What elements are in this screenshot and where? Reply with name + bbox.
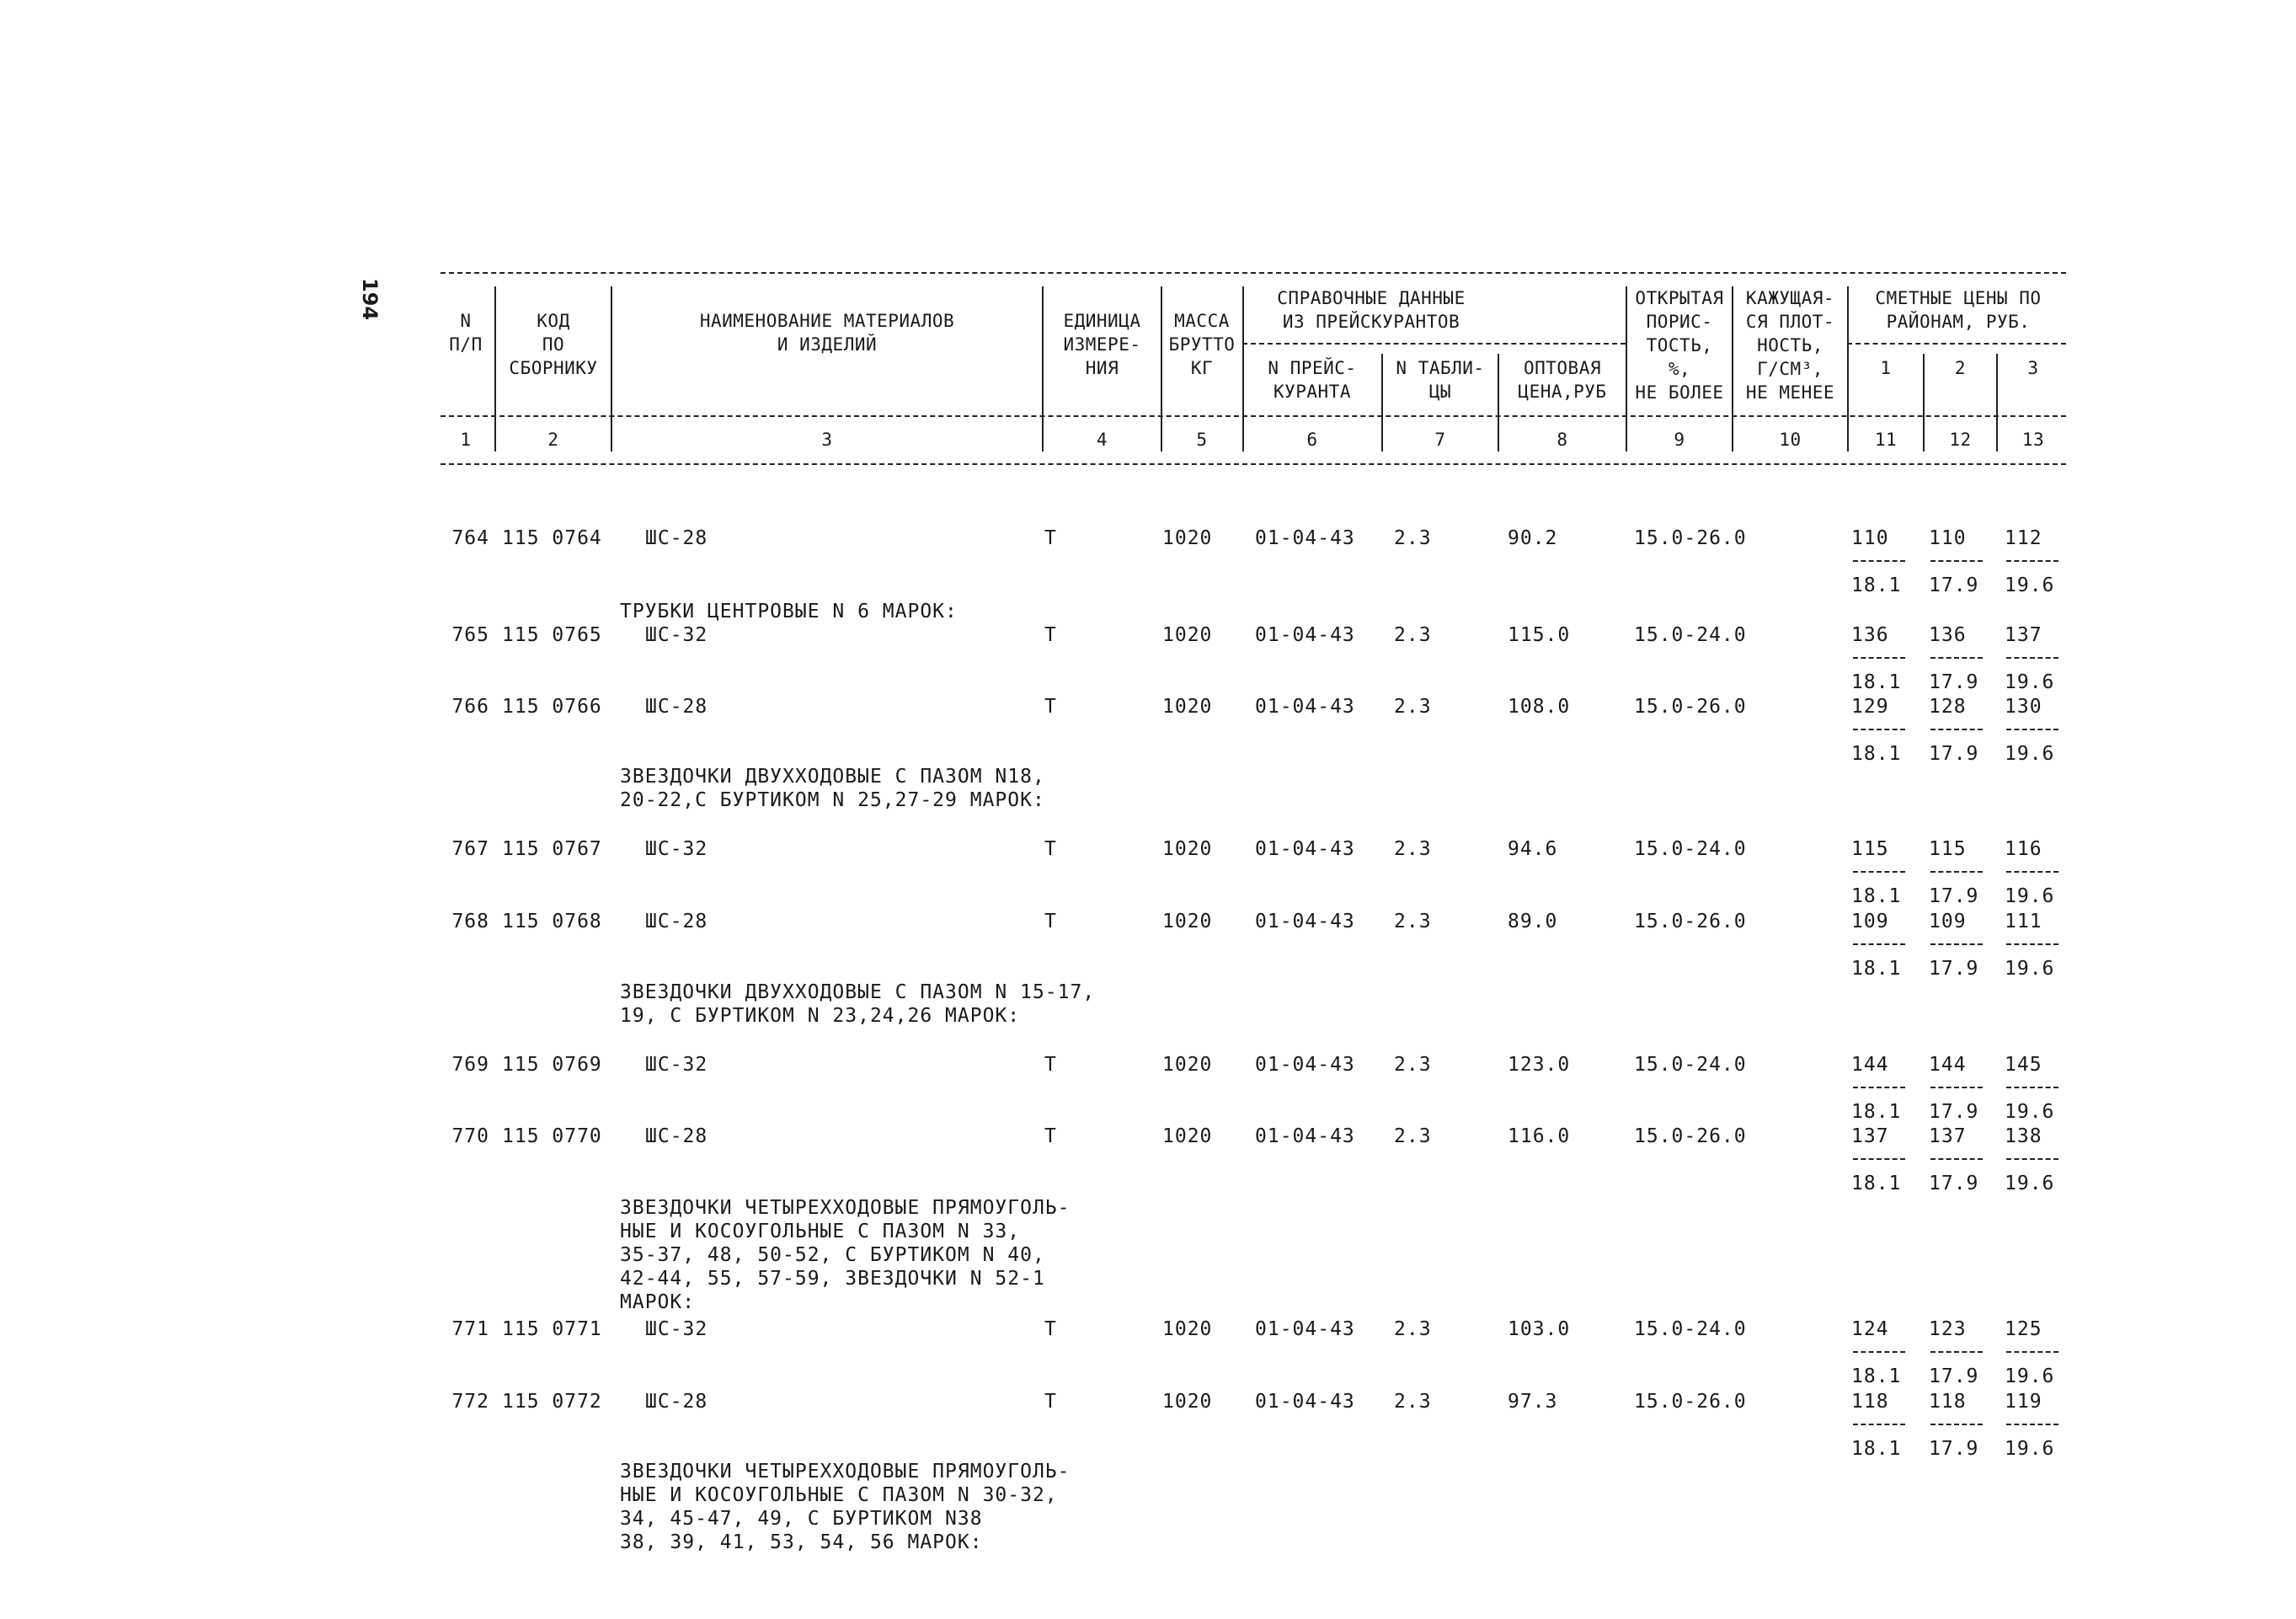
cell-wholesale-price: 108.0 [1508, 696, 1571, 718]
cell-pricelist: 01-04-43 [1255, 1054, 1355, 1076]
cell-table: 2.3 [1394, 911, 1432, 932]
cell-row-number: 766 [451, 696, 489, 718]
fraction-rule [1930, 1158, 1983, 1160]
cell-mass: 1020 [1162, 1318, 1213, 1340]
cell-region-density: 18.1 [1851, 1365, 1902, 1387]
fraction-rule [2006, 729, 2058, 730]
cell-unit: Т [1044, 1318, 1057, 1340]
group-description: ЗВЕЗДОЧКИ ЧЕТЫРЕХХОДОВЫЕ ПРЯМОУГОЛЬ- НЫЕ И КОСОУГОЛЬНЫЕ С ПАЗОМ N 30-32, 34, 45-47, 49, С БУРТИКОМ N38 38, 39, 41, 53, 54, 56 МАРОК: [620, 1461, 1071, 1553]
cell-region-price: 118 [1851, 1391, 1889, 1413]
cell-material-name: ШС-32 [645, 838, 708, 860]
cell-region-density: 18.1 [1851, 1173, 1902, 1194]
cell-material-name: ШС-28 [645, 527, 708, 549]
cell-region-price: 123 [1929, 1318, 1967, 1340]
cell-unit: Т [1044, 1391, 1057, 1413]
cell-region-density: 19.6 [2005, 743, 2055, 765]
col-separator [1381, 354, 1383, 452]
cell-region-price: 111 [2005, 911, 2042, 932]
group-description: ТРУБКИ ЦЕНТРОВЫЕ N 6 МАРОК: [620, 601, 958, 622]
header-col-mass: МАССА БРУТТО КГ [1168, 311, 1236, 378]
col-separator [1996, 354, 1998, 452]
fraction-rule [1930, 1424, 1983, 1425]
header-col-wholesale: ОПТОВАЯ ЦЕНА,РУБ [1518, 358, 1607, 402]
header-col-num: N П/П [449, 311, 483, 355]
header-col-pricelist: N ПРЕЙС- КУРАНТА [1268, 358, 1357, 402]
cell-porosity: 15.0-26.0 [1634, 1391, 1747, 1413]
cell-region-price: 118 [1929, 1391, 1967, 1413]
cell-region-density: 18.1 [1851, 671, 1902, 693]
cell-region-price: 115 [1851, 838, 1889, 860]
fraction-rule [1853, 871, 1905, 873]
cell-wholesale-price: 123.0 [1508, 1054, 1571, 1076]
cell-region-density: 17.9 [1929, 1365, 1979, 1387]
cell-code: 115 0764 [502, 527, 602, 549]
cell-region-density: 19.6 [2005, 1438, 2055, 1460]
group-description: ЗВЕЗДОЧКИ ДВУХХОДОВЫЕ С ПАЗОМ N 15-17, 19, С БУРТИКОМ N 23,24,26 МАРОК: [620, 981, 1096, 1027]
cell-row-number: 772 [451, 1391, 489, 1413]
cell-region-price: 119 [2005, 1391, 2042, 1413]
cell-pricelist: 01-04-43 [1255, 1318, 1355, 1340]
cell-region-density: 18.1 [1851, 574, 1902, 596]
fraction-rule [1930, 871, 1983, 873]
cell-region-price: 116 [2005, 838, 2042, 860]
cell-region-price: 136 [1929, 624, 1967, 646]
cell-region-price: 136 [1851, 624, 1889, 646]
fraction-rule [1853, 1424, 1905, 1425]
group-description: ЗВЕЗДОЧКИ ЧЕТЫРЕХХОДОВЫЕ ПРЯМОУГОЛЬ- НЫЕ И КОСОУГОЛЬНЫЕ С ПАЗОМ N 33, 35-37, 48, 50-52, С БУРТИКОМ N 40, 42-44, 55, 57-59, ЗВЕЗДОЧКИ N 52-1 МАРОК: [620, 1197, 1071, 1313]
cell-mass: 1020 [1162, 838, 1213, 860]
cell-code: 115 0765 [502, 624, 602, 646]
cell-mass: 1020 [1162, 1054, 1213, 1076]
fraction-rule [1930, 1351, 1983, 1353]
cell-region-density: 19.6 [2005, 1173, 2055, 1194]
fraction-rule [1930, 560, 1983, 562]
cell-code: 115 0767 [502, 838, 602, 860]
cell-pricelist: 01-04-43 [1255, 1391, 1355, 1413]
fraction-rule [1930, 1087, 1983, 1088]
cell-region-density: 17.9 [1929, 1438, 1979, 1460]
cell-material-name: ШС-28 [645, 696, 708, 718]
fraction-rule [2006, 1158, 2058, 1160]
col-number: 1 [460, 430, 472, 450]
cell-region-density: 18.1 [1851, 885, 1902, 907]
fraction-rule [1853, 943, 1905, 945]
cell-region-density: 17.9 [1929, 885, 1979, 907]
cell-region-price: 137 [1929, 1125, 1967, 1147]
cell-region-price: 115 [1929, 838, 1967, 860]
cell-unit: Т [1044, 696, 1057, 718]
col-number: 8 [1556, 430, 1568, 450]
fraction-rule [1853, 1351, 1905, 1353]
cell-pricelist: 01-04-43 [1255, 1125, 1355, 1147]
header-col-region-3: 3 [2027, 358, 2039, 378]
cell-pricelist: 01-04-43 [1255, 911, 1355, 932]
cell-row-number: 771 [451, 1318, 489, 1340]
cell-table: 2.3 [1394, 1125, 1432, 1147]
cell-unit: Т [1044, 624, 1057, 646]
header-sub-rule [1242, 343, 1626, 345]
cell-region-density: 17.9 [1929, 958, 1979, 980]
cell-region-density: 18.1 [1851, 1101, 1902, 1123]
cell-pricelist: 01-04-43 [1255, 696, 1355, 718]
cell-table: 2.3 [1394, 838, 1432, 860]
cell-region-price: 145 [2005, 1054, 2042, 1076]
cell-region-price: 130 [2005, 696, 2042, 718]
header-col-code: КОД ПО СБОРНИКУ [509, 311, 598, 378]
header-top-rule [441, 272, 2066, 274]
cell-region-price: 109 [1929, 911, 1967, 932]
col-separator [1042, 286, 1044, 452]
fraction-rule [1853, 657, 1905, 659]
header-col-region-1: 1 [1880, 358, 1892, 378]
fraction-rule [1853, 560, 1905, 562]
cell-region-density: 18.1 [1851, 958, 1902, 980]
cell-mass: 1020 [1162, 527, 1213, 549]
header-end-rule [441, 463, 2066, 465]
cell-row-number: 764 [451, 527, 489, 549]
cell-wholesale-price: 90.2 [1508, 527, 1558, 549]
col-separator [1242, 286, 1244, 452]
cell-code: 115 0769 [502, 1054, 602, 1076]
cell-porosity: 15.0-26.0 [1634, 911, 1747, 932]
cell-table: 2.3 [1394, 1318, 1432, 1340]
cell-code: 115 0772 [502, 1391, 602, 1413]
cell-mass: 1020 [1162, 1391, 1213, 1413]
cell-unit: Т [1044, 911, 1057, 932]
cell-mass: 1020 [1162, 696, 1213, 718]
col-separator [1732, 286, 1733, 452]
cell-region-price: 109 [1851, 911, 1889, 932]
cell-wholesale-price: 115.0 [1508, 624, 1571, 646]
cell-wholesale-price: 94.6 [1508, 838, 1558, 860]
cell-porosity: 15.0-24.0 [1634, 1054, 1747, 1076]
cell-material-name: ШС-32 [645, 1318, 708, 1340]
cell-table: 2.3 [1394, 1054, 1432, 1076]
fraction-rule [2006, 871, 2058, 873]
cell-region-price: 128 [1929, 696, 1967, 718]
cell-region-density: 19.6 [2005, 958, 2055, 980]
fraction-rule [2006, 657, 2058, 659]
cell-region-price: 137 [1851, 1125, 1889, 1147]
fraction-rule [2006, 1351, 2058, 1353]
col-separator [494, 286, 496, 452]
cell-material-name: ШС-32 [645, 1054, 708, 1076]
col-separator [1626, 286, 1627, 452]
cell-code: 115 0771 [502, 1318, 602, 1340]
fraction-rule [1853, 729, 1905, 730]
cell-wholesale-price: 116.0 [1508, 1125, 1571, 1147]
fraction-rule [1853, 1158, 1905, 1160]
header-col-region-2: 2 [1954, 358, 1967, 378]
cell-table: 2.3 [1394, 696, 1432, 718]
col-number: 10 [1779, 430, 1802, 450]
cell-material-name: ШС-28 [645, 911, 708, 932]
fraction-rule [1930, 657, 1983, 659]
col-number: 2 [547, 430, 559, 450]
fraction-rule [2006, 1424, 2058, 1425]
cell-porosity: 15.0-24.0 [1634, 1318, 1747, 1340]
cell-row-number: 769 [451, 1054, 489, 1076]
header-col-name: НАИМЕНОВАНИЕ МАТЕРИАЛОВ И ИЗДЕЛИЙ [699, 311, 955, 355]
cell-mass: 1020 [1162, 624, 1213, 646]
fraction-rule [2006, 560, 2058, 562]
col-number: 7 [1434, 430, 1446, 450]
cell-region-price: 125 [2005, 1318, 2042, 1340]
cell-porosity: 15.0-24.0 [1634, 624, 1747, 646]
cell-region-price: 138 [2005, 1125, 2042, 1147]
cell-region-density: 19.6 [2005, 671, 2055, 693]
cell-table: 2.3 [1394, 624, 1432, 646]
cell-region-price: 124 [1851, 1318, 1889, 1340]
cell-wholesale-price: 97.3 [1508, 1391, 1558, 1413]
cell-region-price: 137 [2005, 624, 2042, 646]
header-group-prices: СМЕТНЫЕ ЦЕНЫ ПО РАЙОНАМ, РУБ. [1875, 288, 2042, 332]
cell-region-density: 18.1 [1851, 743, 1902, 765]
col-separator [1923, 354, 1925, 452]
cell-porosity: 15.0-26.0 [1634, 696, 1747, 718]
cell-wholesale-price: 103.0 [1508, 1318, 1571, 1340]
cell-wholesale-price: 89.0 [1508, 911, 1558, 932]
cell-region-density: 19.6 [2005, 1101, 2055, 1123]
header-group-reference: СПРАВОЧНЫЕ ДАННЫЕ ИЗ ПРЕЙСКУРАНТОВ [1277, 288, 1466, 332]
cell-porosity: 15.0-24.0 [1634, 838, 1747, 860]
cell-code: 115 0770 [502, 1125, 602, 1147]
header-col-unit: ЕДИНИЦА ИЗМЕРЕ- НИЯ [1063, 311, 1141, 378]
fraction-rule [1853, 1087, 1905, 1088]
cell-region-density: 17.9 [1929, 1101, 1979, 1123]
cell-region-density: 17.9 [1929, 574, 1979, 596]
cell-porosity: 15.0-26.0 [1634, 1125, 1747, 1147]
cell-region-price: 144 [1851, 1054, 1889, 1076]
col-number: 3 [821, 430, 833, 450]
cell-material-name: ШС-32 [645, 624, 708, 646]
cell-pricelist: 01-04-43 [1255, 527, 1355, 549]
header-col-density: КАЖУЩАЯ- СЯ ПЛОТ- НОСТЬ, Г/СМ³, НЕ МЕНЕЕ [1745, 288, 1835, 403]
cell-unit: Т [1044, 1125, 1057, 1147]
cell-unit: Т [1044, 527, 1057, 549]
cell-table: 2.3 [1394, 1391, 1432, 1413]
cell-material-name: ШС-28 [645, 1125, 708, 1147]
fraction-rule [2006, 1087, 2058, 1088]
cell-pricelist: 01-04-43 [1255, 624, 1355, 646]
cell-mass: 1020 [1162, 911, 1213, 932]
cell-row-number: 770 [451, 1125, 489, 1147]
fraction-rule [1930, 729, 1983, 730]
fraction-rule [1930, 943, 1983, 945]
cell-region-price: 110 [1851, 527, 1889, 549]
cell-region-density: 17.9 [1929, 743, 1979, 765]
col-number: 11 [1874, 430, 1898, 450]
cell-region-price: 144 [1929, 1054, 1967, 1076]
col-separator [611, 286, 612, 452]
cell-region-density: 19.6 [2005, 1365, 2055, 1387]
cell-code: 115 0768 [502, 911, 602, 932]
cell-row-number: 768 [451, 911, 489, 932]
header-col-table: N ТАБЛИ- ЦЫ [1396, 358, 1485, 402]
col-number: 13 [2021, 430, 2045, 450]
col-separator [1498, 354, 1499, 452]
group-description: ЗВЕЗДОЧКИ ДВУХХОДОВЫЕ С ПАЗОМ N18, 20-22,С БУРТИКОМ N 25,27-29 МАРОК: [620, 766, 1045, 811]
page-number: 194 [358, 278, 382, 321]
header-col-porosity: ОТКРЫТАЯ ПОРИС- ТОСТЬ, %, НЕ БОЛЕЕ [1635, 288, 1724, 403]
cell-pricelist: 01-04-43 [1255, 838, 1355, 860]
header-sub-rule-prices [1847, 343, 2066, 345]
col-number: 6 [1306, 430, 1318, 450]
cell-region-density: 18.1 [1851, 1438, 1902, 1460]
cell-code: 115 0766 [502, 696, 602, 718]
col-separator [1847, 286, 1849, 452]
col-number: 9 [1674, 430, 1685, 450]
cell-porosity: 15.0-26.0 [1634, 527, 1747, 549]
header-bottom-rule [441, 415, 2066, 417]
cell-row-number: 765 [451, 624, 489, 646]
col-number: 5 [1196, 430, 1208, 450]
col-number: 4 [1096, 430, 1108, 450]
cell-region-density: 17.9 [1929, 1173, 1979, 1194]
cell-table: 2.3 [1394, 527, 1432, 549]
fraction-rule [2006, 943, 2058, 945]
cell-row-number: 767 [451, 838, 489, 860]
cell-region-price: 129 [1851, 696, 1889, 718]
cell-region-density: 19.6 [2005, 574, 2055, 596]
cell-material-name: ШС-28 [645, 1391, 708, 1413]
cell-unit: Т [1044, 1054, 1057, 1076]
cell-region-density: 17.9 [1929, 671, 1979, 693]
cell-region-density: 19.6 [2005, 885, 2055, 907]
cell-region-price: 112 [2005, 527, 2042, 549]
cell-unit: Т [1044, 838, 1057, 860]
col-number: 12 [1949, 430, 1972, 450]
cell-region-price: 110 [1929, 527, 1967, 549]
cell-mass: 1020 [1162, 1125, 1213, 1147]
